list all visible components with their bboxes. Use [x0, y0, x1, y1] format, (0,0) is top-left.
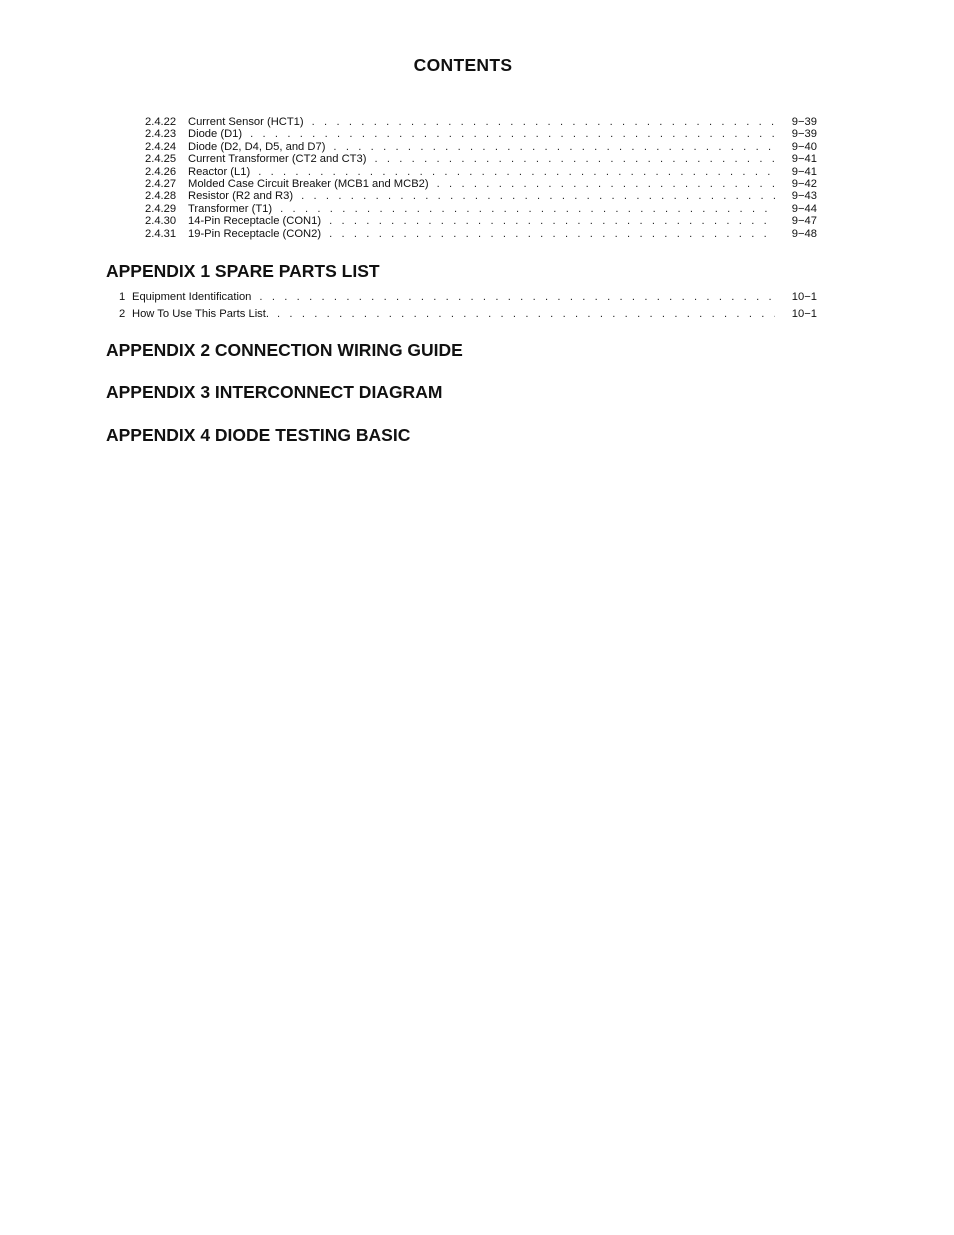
- dot-leader: [258, 166, 775, 178]
- entry-title: Equipment Identification: [132, 291, 252, 303]
- appendix-3-heading[interactable]: APPENDIX 3 INTERCONNECT DIAGRAM: [106, 382, 443, 402]
- entry-page: 9−40: [791, 140, 817, 153]
- entry-page: 9−44: [791, 202, 817, 215]
- entry-number: 2.4.29: [145, 202, 177, 215]
- entry-title: Transformer (T1): [188, 202, 273, 215]
- entry-number: 2.4.24: [145, 140, 177, 153]
- toc-entry-2-4-22[interactable]: [145, 116, 817, 128]
- section-entry-list: [145, 116, 817, 240]
- entry-page: 9−48: [791, 227, 817, 240]
- toc-entry-2-4-31[interactable]: [145, 228, 817, 240]
- entry-title: Molded Case Circuit Breaker (MCB1 and MCB2): [188, 177, 429, 190]
- dot-leader: [333, 141, 775, 153]
- entry-number: 1: [119, 291, 126, 303]
- entry-title: Diode (D2, D4, D5, and D7): [188, 140, 326, 153]
- entry-number: 2: [119, 308, 126, 320]
- entry-page: 10−1: [791, 291, 817, 303]
- toc-entry-2-4-25[interactable]: [145, 153, 817, 165]
- appendix-1-heading[interactable]: APPENDIX 1 SPARE PARTS LIST: [106, 261, 380, 281]
- toc-entry-appendix-1-1[interactable]: [119, 289, 817, 306]
- entry-page: 9−39: [791, 116, 817, 128]
- entry-page: 9−43: [791, 190, 817, 203]
- entry-title: Resistor (R2 and R3): [188, 190, 294, 203]
- toc-entry-2-4-24[interactable]: [145, 141, 817, 153]
- appendix-1-entry-list: [119, 289, 817, 323]
- toc-entry-2-4-23[interactable]: [145, 128, 817, 140]
- entry-title: Current Transformer (CT2 and CT3): [188, 153, 367, 166]
- entry-number: 2.4.28: [145, 190, 177, 203]
- dot-leader: [250, 128, 775, 140]
- entry-page: 9−47: [791, 215, 817, 228]
- entry-number: 2.4.23: [145, 128, 177, 141]
- entry-number: 2.4.31: [145, 227, 177, 240]
- entry-number: 2.4.26: [145, 165, 177, 178]
- entry-page: 9−41: [791, 153, 817, 166]
- toc-entry-2-4-29[interactable]: [145, 203, 817, 215]
- entry-title: Reactor (L1): [188, 165, 251, 178]
- entry-title: Current Sensor (HCT1): [188, 116, 304, 128]
- dot-leader: [280, 203, 775, 215]
- entry-number: 2.4.27: [145, 177, 177, 190]
- dot-leader: [259, 289, 775, 306]
- entry-number: 2.4.30: [145, 215, 177, 228]
- entry-title: 19-Pin Receptacle (CON2): [188, 227, 322, 240]
- entry-page: 9−42: [791, 177, 817, 190]
- entry-number: 2.4.22: [145, 116, 177, 128]
- entry-title: How To Use This Parts List.: [132, 308, 269, 320]
- dot-leader: [277, 306, 775, 323]
- dot-leader: [301, 190, 775, 202]
- dot-leader: [374, 153, 775, 165]
- toc-entry-2-4-27[interactable]: [145, 178, 817, 190]
- entry-title: 14-Pin Receptacle (CON1): [188, 215, 322, 228]
- dot-leader: [329, 228, 775, 240]
- appendix-2-heading[interactable]: APPENDIX 2 CONNECTION WIRING GUIDE: [106, 340, 463, 360]
- dot-leader: [329, 215, 775, 227]
- toc-entry-appendix-1-2[interactable]: [119, 306, 817, 323]
- appendix-4-heading[interactable]: APPENDIX 4 DIODE TESTING BASIC: [106, 425, 411, 445]
- toc-entry-2-4-28[interactable]: [145, 190, 817, 202]
- entry-page: 9−39: [791, 128, 817, 141]
- entry-title: Diode (D1): [188, 128, 243, 141]
- page-title: CONTENTS: [413, 55, 513, 75]
- dot-leader: [437, 178, 775, 190]
- entry-page: 9−41: [791, 165, 817, 178]
- entry-number: 2.4.25: [145, 153, 177, 166]
- dot-leader: [312, 116, 775, 128]
- toc-entry-2-4-26[interactable]: [145, 166, 817, 178]
- entry-page: 10−1: [791, 308, 817, 320]
- toc-entry-2-4-30[interactable]: [145, 215, 817, 227]
